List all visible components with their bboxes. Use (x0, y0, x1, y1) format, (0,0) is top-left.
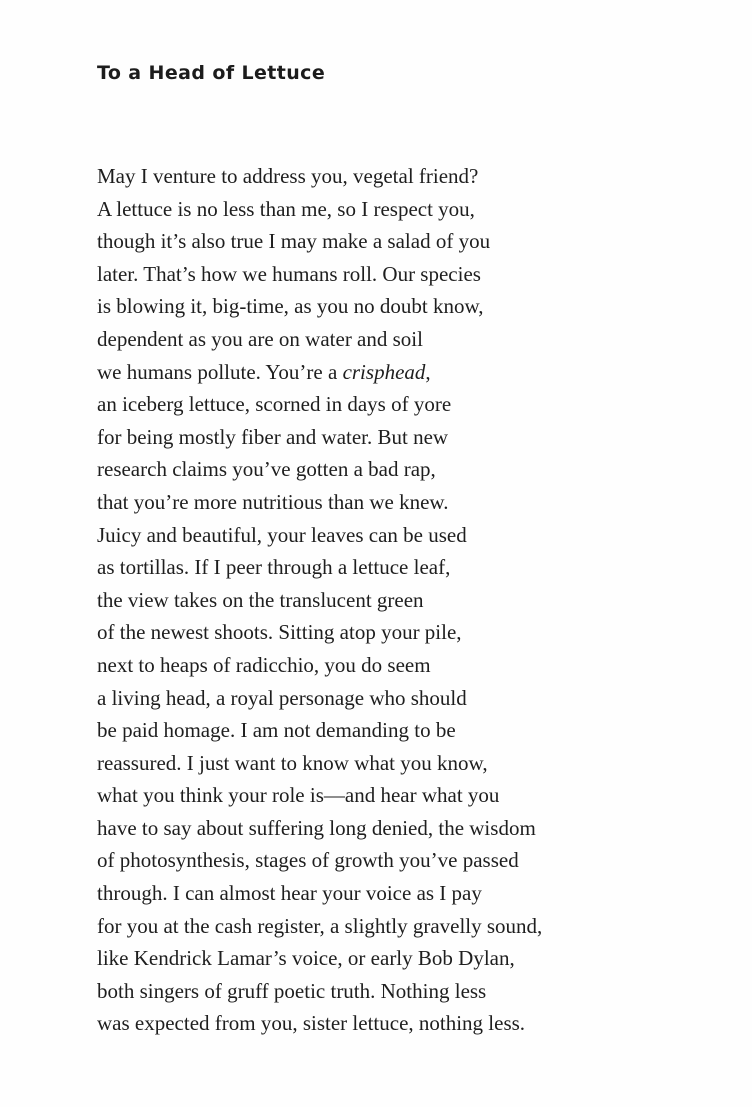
poem-line-text: of photosynthesis, stages of growth you’ve passed (97, 848, 519, 873)
poem-line-text: next to heaps of radicchio, you do seem (97, 652, 431, 677)
poem-line (97, 193, 542, 226)
poem-italic-word: crisphead (342, 359, 426, 384)
poem-line (97, 453, 542, 486)
poem-line (97, 975, 542, 1008)
poem-line (97, 486, 542, 519)
poem-line (97, 356, 542, 389)
poem-line (97, 779, 542, 812)
poem-line-text: later. That’s how we humans roll. Our species (97, 261, 481, 286)
poem-line (97, 812, 542, 845)
poem-line-text: an iceberg lettuce, scorned in days of yore (97, 392, 452, 417)
poem-line (97, 616, 542, 649)
poem-line-text: what you think your role is—and hear what you (97, 783, 500, 808)
poem-line-text: both singers of gruff poetic truth. Nothing less (97, 978, 487, 1003)
poem-line-text: was expected from you, sister lettuce, nothing less. (97, 1011, 526, 1036)
poem-line-text: A lettuce is no less than me, so I respect you, (97, 196, 475, 221)
poem-line-text: for you at the cash register, a slightly gravelly sound, (97, 913, 543, 938)
poem-line (97, 942, 542, 975)
poem-line (97, 421, 542, 454)
poem-line (97, 682, 542, 715)
poem-body (97, 160, 542, 1040)
poem-line-text: that you’re more nutritious than we knew. (97, 489, 449, 514)
poem-line-text: like Kendrick Lamar’s voice, or early Bob Dylan, (97, 946, 515, 971)
poem-line-text: the view takes on the translucent green (97, 587, 424, 612)
poem-line-text: have to say about suffering long denied, the wisdom (97, 815, 536, 840)
poem-line (97, 844, 542, 877)
poem-line-text: as tortillas. If I peer through a lettuce leaf, (97, 555, 451, 580)
poem-line (97, 258, 542, 291)
poem-line-text: reassured. I just want to know what you know, (97, 750, 488, 775)
poem-line-text: be paid homage. I am not demanding to be (97, 718, 456, 743)
poem-line-text: research claims you’ve gotten a bad rap, (97, 457, 436, 482)
poem-line (97, 290, 542, 323)
poem-line (97, 519, 542, 552)
poem-line (97, 551, 542, 584)
poem-line (97, 910, 542, 943)
poem-line (97, 714, 542, 747)
poem-title: To a Head of Lettuce (97, 62, 326, 84)
poem-line-text: Juicy and beautiful, your leaves can be used (97, 522, 467, 547)
poem-line-text: a living head, a royal personage who should (97, 685, 467, 710)
poem-line (97, 388, 542, 421)
poem-line (97, 747, 542, 780)
poem-line-text: though it’s also true I may make a salad of you (97, 229, 491, 254)
poem-line-text: for being mostly fiber and water. But new (97, 424, 449, 449)
poem-line (97, 877, 542, 910)
poem-line (97, 584, 542, 617)
poem-line-text: of the newest shoots. Sitting atop your pile, (97, 620, 462, 645)
poem-line-text: , (425, 359, 431, 384)
poem-line-text: through. I can almost hear your voice as I pay (97, 881, 482, 906)
poem-line (97, 1007, 542, 1040)
poem-line-text: is blowing it, big-time, as you no doubt know, (97, 294, 484, 319)
poem-line-text: we humans pollute. You’re a (97, 359, 343, 384)
poem-line (97, 323, 542, 356)
poem-line (97, 649, 542, 682)
poem-line-text: May I venture to address you, vegetal friend? (97, 164, 479, 188)
poem-line-text: dependent as you are on water and soil (97, 326, 423, 351)
poem-line (97, 160, 542, 193)
poem-line (97, 225, 542, 258)
